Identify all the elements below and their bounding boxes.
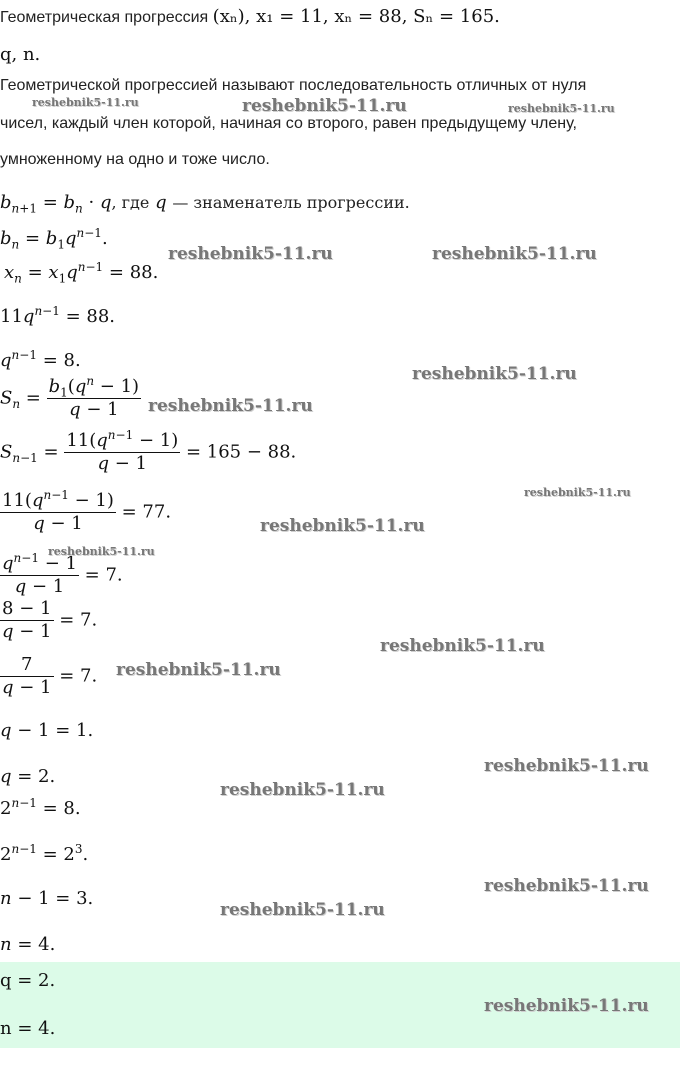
watermark: reshebnik5-11.ru [116, 660, 281, 680]
answer-q: q = 2. [0, 970, 56, 991]
definition-line-3: умноженному на одно и тоже число. [0, 151, 270, 168]
definition-line-2: чисел, каждый член которой, начиная со второго, равен предыдущему члену, [0, 115, 577, 132]
watermark: reshebnik5-11.ru [220, 780, 385, 800]
step-11q: $11q^{n-1} = 88$. [0, 304, 116, 327]
step-7a: $\frac{q^{n-1} - 1}{q - 1}$ = 7. [2, 551, 123, 597]
watermark: reshebnik5-11.ru [220, 900, 385, 920]
watermark: reshebnik5-11.ru [48, 545, 155, 558]
watermark: reshebnik5-11.ru [168, 244, 333, 264]
step-77: $\frac{11(q^{n-1} - 1)}{q - 1}$ = 77. [2, 488, 172, 534]
problem-title: Геометрическая прогрессия [0, 9, 209, 26]
watermark: reshebnik5-11.ru [148, 396, 313, 416]
step-q-equals-2: q = 2. [0, 766, 56, 787]
sum-n-minus-1: $S_{n-1}$ = $\frac{11(q^{n-1} - 1)}{q - 1}$ = 165 − 88. [0, 428, 297, 474]
watermark: reshebnik5-11.ru [484, 996, 649, 1016]
definition-line-1: Геометрической прогрессией называют последовательность отличных от нуля [0, 77, 587, 94]
problem-find: q, n. [0, 44, 41, 65]
watermark: reshebnik5-11.ru [412, 364, 577, 384]
answer-n: n = 4. [0, 1018, 56, 1039]
recurrence-formula: $b_{n+1} = b_n \cdot q$, где q — знаменатель прогрессии. [0, 192, 410, 216]
step-2-power: $2^{n-1} = 8$. [0, 796, 81, 819]
formula-note: — знаменатель прогрессии. [172, 193, 410, 212]
formula-where: , где [111, 193, 150, 212]
watermark: reshebnik5-11.ru [484, 756, 649, 776]
watermark: reshebnik5-11.ru [484, 876, 649, 896]
watermark: reshebnik5-11.ru [432, 244, 597, 264]
nth-term-formula: $b_n = b_1q^{n-1}$. [0, 226, 108, 252]
step-q-power: $q^{n-1} = 8$. [0, 348, 81, 371]
step-7b: $\frac{8 - 1}{q - 1}$ = 7. [2, 598, 98, 642]
step-n-minus-1: n − 1 = 3. [0, 888, 94, 909]
sum-formula: $S_n$ = $\frac{b_1(q^n - 1)}{q - 1}$ [0, 374, 140, 420]
watermark: reshebnik5-11.ru [260, 516, 425, 536]
problem-statement [0, 6, 500, 28]
watermark: reshebnik5-11.ru [524, 486, 631, 499]
watermark: reshebnik5-11.ru [380, 636, 545, 656]
problem-given: (xₙ), x₁ = 11, xₙ = 88, Sₙ = 165. [212, 6, 500, 27]
watermark: reshebnik5-11.ru [32, 96, 139, 109]
step-2-cubed: $2^{n-1} = 2^3$. [0, 842, 89, 865]
watermark: reshebnik5-11.ru [508, 102, 615, 115]
step-7c: $\frac{7}{q - 1}$ = 7. [2, 654, 98, 698]
watermark: reshebnik5-11.ru [242, 96, 407, 116]
step-xn: $x_n = x_1q^{n-1} = 88$. [4, 260, 159, 286]
step-q-minus-1: q − 1 = 1. [0, 720, 94, 741]
step-n-equals-4: n = 4. [0, 934, 56, 955]
